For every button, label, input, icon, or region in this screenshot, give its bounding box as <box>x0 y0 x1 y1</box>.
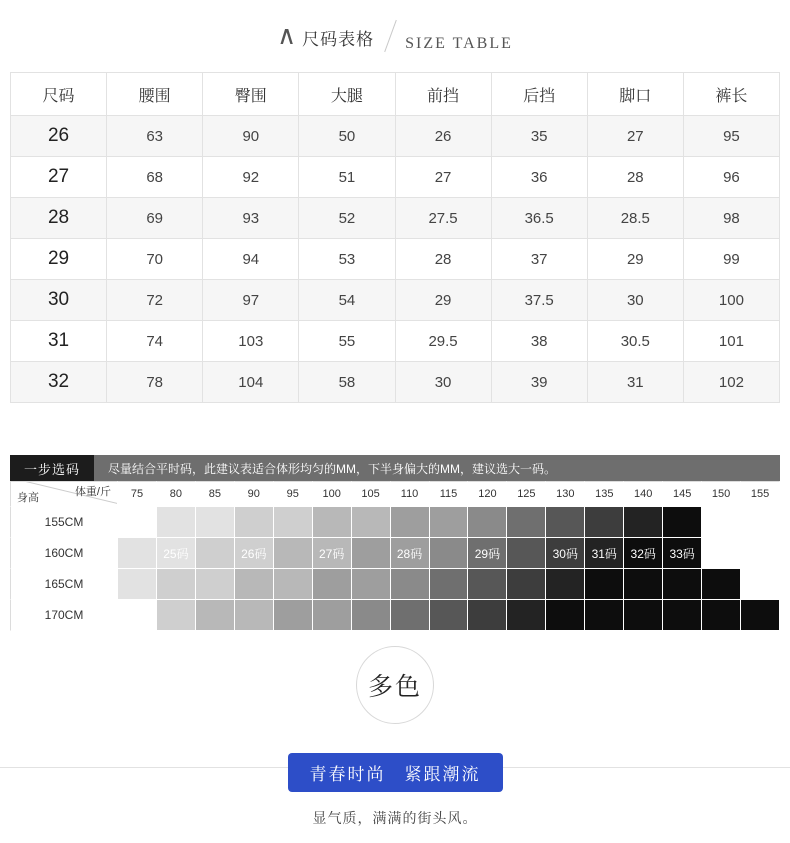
measurement-value: 68 <box>107 157 203 198</box>
chart-cell <box>196 507 235 538</box>
chart-size-label: 33码 <box>663 538 702 569</box>
chart-cell <box>352 538 391 569</box>
size-table-col-header: 臀围 <box>203 73 299 116</box>
weight-tick-label: 125 <box>507 481 546 507</box>
measurement-value: 53 <box>299 239 395 280</box>
measurement-value: 30 <box>395 362 491 403</box>
measurement-value: 95 <box>683 116 779 157</box>
chart-cell <box>507 538 546 569</box>
chart-cell <box>391 600 430 631</box>
chart-cell <box>741 600 780 631</box>
multicolor-badge: 多色 <box>356 646 434 724</box>
measurement-value: 55 <box>299 321 395 362</box>
measurement-value: 38 <box>491 321 587 362</box>
weight-tick-label: 155 <box>741 481 780 507</box>
size-chart-section <box>10 455 780 631</box>
chart-cell-empty <box>741 507 780 538</box>
footer-subtext: 显气质，满满的街头风。 <box>312 810 478 826</box>
chart-corner-header <box>10 481 118 507</box>
measurement-value: 74 <box>107 321 203 362</box>
measurement-value: 58 <box>299 362 395 403</box>
chart-cell-empty <box>118 600 157 631</box>
weight-tick-label: 75 <box>118 481 157 507</box>
weight-tick-label: 150 <box>702 481 741 507</box>
chart-cell <box>546 600 585 631</box>
chart-cell <box>585 507 624 538</box>
chart-size-label: 29码 <box>468 538 507 569</box>
size-table-head <box>11 73 780 116</box>
chart-cell <box>352 600 391 631</box>
weight-tick-label: 100 <box>313 481 352 507</box>
chart-cell <box>157 569 196 600</box>
size-value: 32 <box>11 362 107 403</box>
chart-cell <box>118 569 157 600</box>
measurement-value: 28 <box>395 239 491 280</box>
chart-cell <box>157 600 196 631</box>
chart-cell <box>430 507 469 538</box>
chart-cell <box>274 507 313 538</box>
measurement-value: 63 <box>107 116 203 157</box>
table-row <box>11 321 780 362</box>
measurement-value: 29.5 <box>395 321 491 362</box>
measurement-value: 102 <box>683 362 779 403</box>
header-title-group <box>277 19 513 53</box>
measurement-value: 30 <box>587 280 683 321</box>
chart-cell <box>624 507 663 538</box>
chart-size-label: 28码 <box>391 538 430 569</box>
chart-cell <box>468 569 507 600</box>
size-table <box>10 72 780 403</box>
weight-tick-label: 115 <box>430 481 469 507</box>
title-divider <box>384 20 397 52</box>
chart-cell <box>313 569 352 600</box>
chart-cell <box>663 507 702 538</box>
size-table-col-header: 尺码 <box>11 73 107 116</box>
measurement-value: 69 <box>107 198 203 239</box>
weight-tick-label: 80 <box>157 481 196 507</box>
measurement-value: 70 <box>107 239 203 280</box>
size-table-col-header: 裤长 <box>683 73 779 116</box>
chart-cell <box>624 600 663 631</box>
table-row <box>11 198 780 239</box>
chart-cell <box>352 507 391 538</box>
table-row <box>11 239 780 280</box>
measurement-value: 29 <box>587 239 683 280</box>
section-spacer <box>0 403 790 455</box>
weight-tick-label: 90 <box>235 481 274 507</box>
table-row <box>11 280 780 321</box>
chart-cell <box>235 507 274 538</box>
measurement-value: 28 <box>587 157 683 198</box>
measurement-value: 93 <box>203 198 299 239</box>
chart-cell <box>702 569 741 600</box>
footer-section <box>0 739 790 828</box>
chart-cell-empty <box>741 538 780 569</box>
measurement-value: 100 <box>683 280 779 321</box>
measurement-value: 98 <box>683 198 779 239</box>
size-value: 27 <box>11 157 107 198</box>
chart-cell <box>507 569 546 600</box>
measurement-value: 36 <box>491 157 587 198</box>
multicolor-section <box>0 631 790 739</box>
chart-cell-empty <box>741 569 780 600</box>
size-table-col-header: 大腿 <box>299 73 395 116</box>
size-table-header-row <box>11 73 780 116</box>
chart-cell <box>663 600 702 631</box>
weight-tick-label: 130 <box>546 481 585 507</box>
chart-cell <box>585 569 624 600</box>
chart-cell <box>430 600 469 631</box>
measurement-value: 90 <box>203 116 299 157</box>
measurement-value: 97 <box>203 280 299 321</box>
table-row <box>11 157 780 198</box>
page-title: 尺码表格 <box>302 30 375 49</box>
size-value: 31 <box>11 321 107 362</box>
measurement-value: 52 <box>299 198 395 239</box>
chart-size-label: 34码 <box>702 538 741 569</box>
chevron-up-icon: ∧ <box>277 21 297 51</box>
measurement-value: 54 <box>299 280 395 321</box>
size-value: 26 <box>11 116 107 157</box>
chart-cell <box>391 569 430 600</box>
chart-cell <box>313 600 352 631</box>
size-table-section <box>0 72 790 403</box>
measurement-value: 26 <box>395 116 491 157</box>
chart-cell <box>196 538 235 569</box>
weight-tick-label: 120 <box>468 481 507 507</box>
table-row <box>11 116 780 157</box>
chart-size-label: 25码 <box>157 538 196 569</box>
chart-cell <box>196 600 235 631</box>
size-chart-banner <box>10 455 780 481</box>
chart-size-label: 27码 <box>313 538 352 569</box>
measurement-value: 50 <box>299 116 395 157</box>
chart-cell <box>430 569 469 600</box>
table-row <box>11 362 780 403</box>
footer-slogan-badge: 青春时尚 紧跟潮流 <box>288 753 503 792</box>
measurement-value: 36.5 <box>491 198 587 239</box>
weight-tick-label: 105 <box>352 481 391 507</box>
chart-cell <box>430 538 469 569</box>
measurement-value: 31 <box>587 362 683 403</box>
page-header <box>0 0 790 72</box>
chart-cell <box>663 569 702 600</box>
size-table-body <box>11 116 780 403</box>
chart-cell <box>352 569 391 600</box>
chart-cell <box>585 600 624 631</box>
chart-cell <box>546 569 585 600</box>
size-table-col-header: 后挡 <box>491 73 587 116</box>
chart-cell <box>468 600 507 631</box>
chart-cell <box>507 600 546 631</box>
weight-tick-label: 110 <box>391 481 430 507</box>
chart-cell <box>507 507 546 538</box>
chart-cell <box>235 569 274 600</box>
chart-size-label: 32码 <box>624 538 663 569</box>
height-tick-label: 165CM <box>10 569 118 600</box>
size-table-col-header: 前挡 <box>395 73 491 116</box>
chart-cell <box>391 507 430 538</box>
chart-cell <box>313 507 352 538</box>
measurement-value: 94 <box>203 239 299 280</box>
measurement-value: 51 <box>299 157 395 198</box>
measurement-value: 72 <box>107 280 203 321</box>
weight-tick-label: 140 <box>624 481 663 507</box>
measurement-value: 99 <box>683 239 779 280</box>
chart-cell <box>546 507 585 538</box>
size-chart-grid <box>10 481 780 631</box>
size-chart-description: 尽量结合平时码，此建议表适合体形均匀的MM，下半身偏大的MM，建议选大一码。 <box>108 461 557 476</box>
chart-cell <box>196 569 235 600</box>
chart-cell <box>274 538 313 569</box>
chart-cell <box>274 569 313 600</box>
weight-tick-label: 95 <box>274 481 313 507</box>
chart-size-label: 26码 <box>235 538 274 569</box>
measurement-value: 104 <box>203 362 299 403</box>
chart-cell <box>235 600 274 631</box>
measurement-value: 96 <box>683 157 779 198</box>
weight-tick-label: 135 <box>585 481 624 507</box>
height-tick-label: 155CM <box>10 507 118 538</box>
measurement-value: 101 <box>683 321 779 362</box>
chart-cell-empty <box>118 507 157 538</box>
measurement-value: 78 <box>107 362 203 403</box>
measurement-value: 92 <box>203 157 299 198</box>
measurement-value: 39 <box>491 362 587 403</box>
chart-cell <box>157 507 196 538</box>
chart-cell <box>274 600 313 631</box>
measurement-value: 37 <box>491 239 587 280</box>
measurement-value: 30.5 <box>587 321 683 362</box>
size-table-col-header: 脚口 <box>587 73 683 116</box>
chart-cell-empty <box>702 507 741 538</box>
measurement-value: 28.5 <box>587 198 683 239</box>
size-chart-tag: 一步选码 <box>10 455 94 481</box>
measurement-value: 27.5 <box>395 198 491 239</box>
chart-size-label: 31码 <box>585 538 624 569</box>
measurement-value: 103 <box>203 321 299 362</box>
chart-cell <box>118 538 157 569</box>
weight-axis-label: 体重/斤 <box>74 486 111 498</box>
size-table-col-header: 腰围 <box>107 73 203 116</box>
weight-tick-label: 145 <box>663 481 702 507</box>
size-value: 29 <box>11 239 107 280</box>
chart-cell <box>624 569 663 600</box>
height-tick-label: 170CM <box>10 600 118 631</box>
weight-tick-label: 85 <box>196 481 235 507</box>
chart-cell <box>468 507 507 538</box>
height-tick-label: 160CM <box>10 538 118 569</box>
measurement-value: 37.5 <box>491 280 587 321</box>
measurement-value: 27 <box>587 116 683 157</box>
size-value: 30 <box>11 280 107 321</box>
chart-size-label: 30码 <box>546 538 585 569</box>
page-subtitle: SIZE TABLE <box>405 35 513 52</box>
chart-cell <box>702 600 741 631</box>
measurement-value: 35 <box>491 116 587 157</box>
size-value: 28 <box>11 198 107 239</box>
height-axis-label: 身高 <box>17 492 39 504</box>
measurement-value: 29 <box>395 280 491 321</box>
measurement-value: 27 <box>395 157 491 198</box>
